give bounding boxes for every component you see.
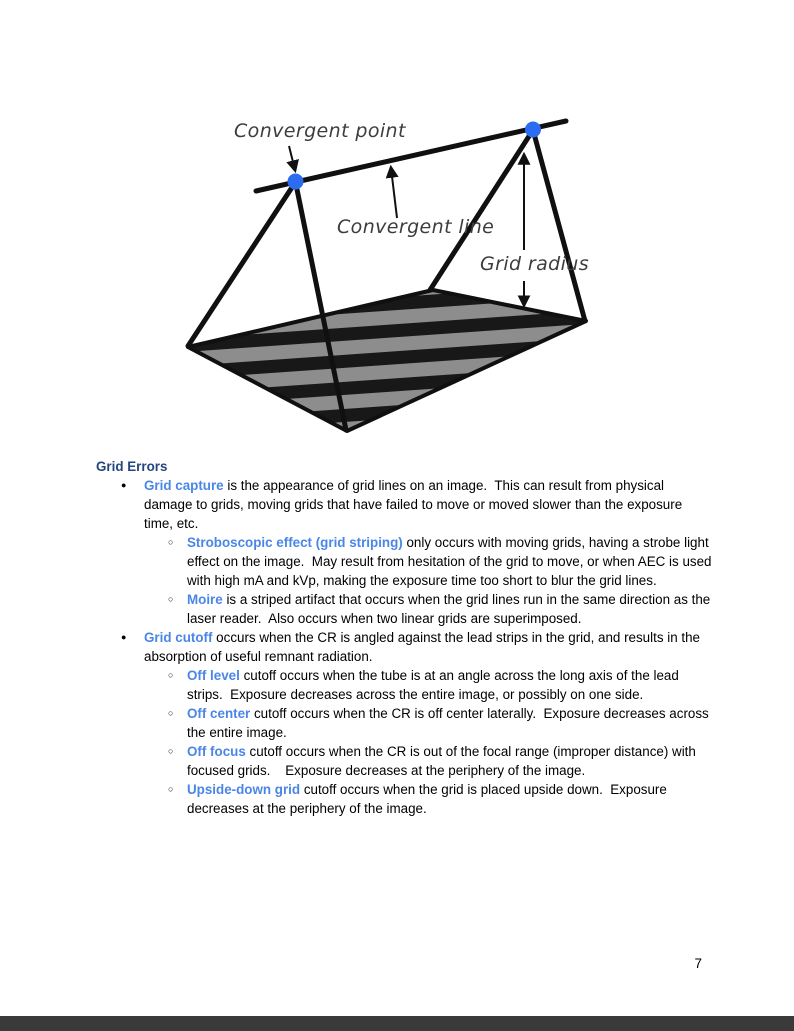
bullet-item-off-focus: [96, 742, 712, 780]
right-plane-edge-right: [533, 130, 585, 321]
bullet-item-moire: [96, 590, 712, 628]
convergent-point-label: Convergent point: [234, 120, 406, 142]
bullet-marker: ●: [121, 632, 127, 642]
left-plane-edge-left: [188, 182, 296, 346]
term-grid-cutoff: Grid cutoff: [144, 630, 213, 645]
bullet-marker: ○: [168, 594, 174, 604]
convergent-point-right-dot: [525, 122, 541, 138]
section-heading: Grid Errors: [96, 459, 168, 474]
term-off-level: Off level: [187, 668, 240, 683]
item-text: occurs when the CR is angled against the lead strips in the grid, and results in the absorption of useful remnant radiation.: [144, 630, 704, 664]
convergent-point-arrow: [289, 146, 295, 170]
page-number: 7: [694, 956, 702, 971]
convergent-line-label: Convergent line: [337, 216, 495, 238]
term-moire: Moire: [187, 592, 223, 607]
item-text: cutoff occurs when the CR is out of the focal range (improper distance) with focused grids. Exposure decreases at the periphery of the image.: [187, 744, 700, 778]
term-off-focus: Off focus: [187, 744, 246, 759]
bullet-item-off-level: [96, 666, 712, 704]
bullet-marker: ●: [121, 480, 127, 490]
content-area: [96, 457, 716, 818]
item-text: cutoff occurs when the tube is at an angle across the long axis of the lead strips. Exposure decreases across the entire image, or possibly on one side.: [187, 668, 683, 702]
focused-grid-diagram: [0, 0, 794, 450]
bullet-marker: ○: [168, 537, 174, 547]
bullet-marker: ○: [168, 708, 174, 718]
term-off-center: Off center: [187, 706, 251, 721]
bullet-marker: ○: [168, 746, 174, 756]
item-text: cutoff occurs when the CR is off center laterally. Exposure decreases across the entire image.: [187, 706, 713, 740]
footer-bar: [0, 1016, 794, 1031]
bullet-item-stroboscopic-effect: [96, 533, 716, 590]
item-text: cutoff occurs when the grid is placed upside down. Exposure decreases at the periphery of the image.: [187, 782, 671, 816]
term-stroboscopic-effect: Stroboscopic effect (grid striping): [187, 535, 403, 550]
item-text: is the appearance of grid lines on an image. This can result from physical damage to grids, moving grids that have failed to move or moved slower than the exposure time, etc.: [144, 478, 686, 531]
bullet-marker: ○: [168, 784, 174, 794]
bullet-list: [96, 476, 716, 818]
item-text: is a striped artifact that occurs when the grid lines run in the same direction as the laser reader. Also occurs when two linear grids are superimposed.: [187, 592, 714, 626]
convergent-line-arrow: [391, 168, 397, 218]
convergent-point-left-dot: [288, 174, 304, 190]
grid-surface: [188, 290, 586, 431]
term-grid-capture: Grid capture: [144, 478, 224, 493]
bullet-item-grid-capture: [96, 476, 712, 533]
bullet-item-upside-down-grid: [96, 780, 712, 818]
bullet-marker: ○: [168, 670, 174, 680]
item-text: only occurs with moving grids, having a strobe light effect on the image. May result from hesitation of the grid to move, or when AEC is used with high mA and kVp, making the exposure time too short to blur the grid lines.: [187, 535, 716, 588]
bullet-item-off-center: [96, 704, 712, 742]
bullet-item-grid-cutoff: [96, 628, 712, 666]
term-upside-down-grid: Upside-down grid: [187, 782, 301, 797]
grid-radius-label: Grid radius: [480, 253, 590, 275]
